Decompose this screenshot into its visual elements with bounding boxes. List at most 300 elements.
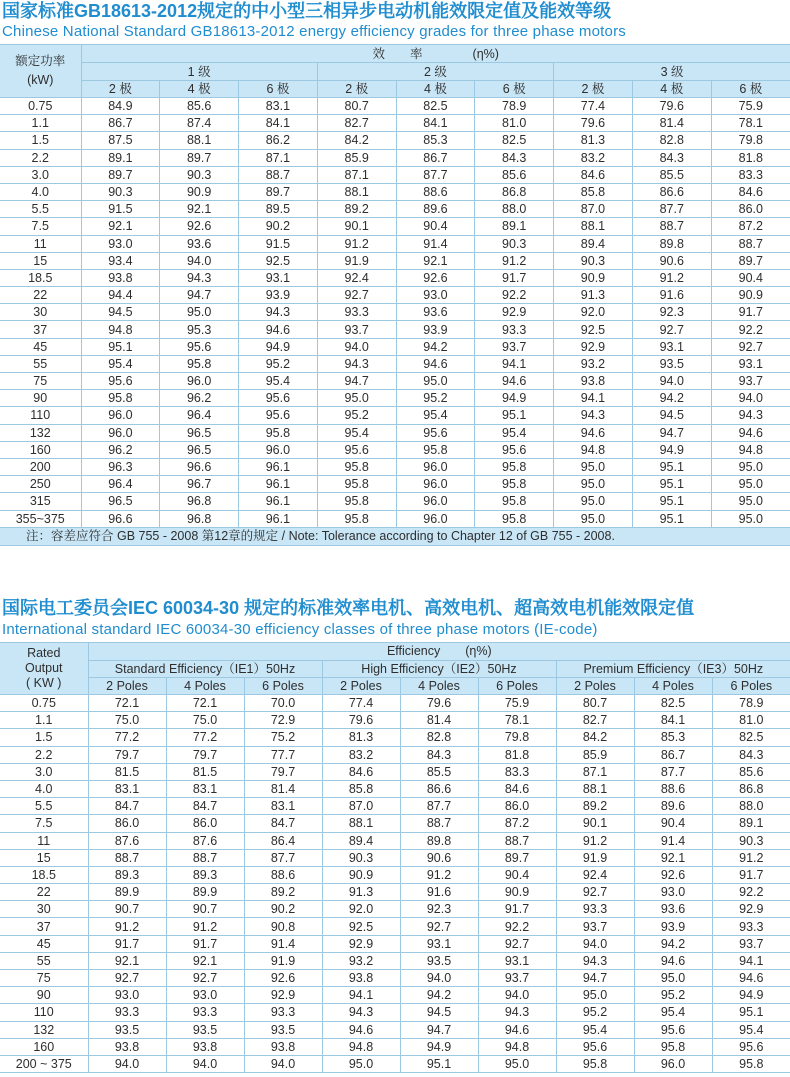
efficiency-value-cell: 96.6 (81, 510, 160, 527)
efficiency-value-cell: 90.3 (554, 252, 633, 269)
efficiency-value-cell: 92.1 (160, 201, 239, 218)
rated-power-header (0, 45, 81, 98)
pole-header: 4 极 (396, 81, 475, 98)
efficiency-value-cell: 93.9 (239, 287, 318, 304)
efficiency-value-cell: 93.4 (81, 252, 160, 269)
efficiency-value-cell: 89.9 (88, 884, 166, 901)
table-row (0, 1038, 790, 1055)
efficiency-value-cell: 86.4 (244, 832, 322, 849)
rated-power-cell: 110 (0, 407, 81, 424)
efficiency-value-cell: 96.2 (160, 390, 239, 407)
efficiency-value-cell: 87.7 (400, 798, 478, 815)
pole-header: 4 极 (160, 81, 239, 98)
rated-power-cell: 5.5 (0, 798, 88, 815)
efficiency-value-cell: 93.3 (244, 1004, 322, 1021)
efficiency-value-cell: 82.5 (712, 729, 790, 746)
efficiency-value-cell: 87.1 (317, 166, 396, 183)
efficiency-value-cell: 92.2 (712, 884, 790, 901)
efficiency-value-cell: 90.1 (317, 218, 396, 235)
table-row (0, 866, 790, 883)
efficiency-value-cell: 91.9 (244, 952, 322, 969)
rated-power-cell: 55 (0, 952, 88, 969)
efficiency-value-cell: 93.3 (712, 918, 790, 935)
efficiency-value-cell: 84.3 (712, 746, 790, 763)
efficiency-value-cell: 84.6 (322, 763, 400, 780)
efficiency-value-cell: 88.7 (166, 849, 244, 866)
efficiency-value-cell: 82.8 (400, 729, 478, 746)
efficiency-value-cell: 94.3 (317, 355, 396, 372)
efficiency-value-cell: 90.3 (160, 166, 239, 183)
efficiency-value-cell: 88.0 (475, 201, 554, 218)
efficiency-value-cell: 83.1 (88, 780, 166, 797)
efficiency-value-cell: 93.5 (88, 1021, 166, 1038)
efficiency-value-cell: 84.7 (244, 815, 322, 832)
efficiency-value-cell: 92.1 (396, 252, 475, 269)
efficiency-value-cell: 95.4 (634, 1004, 712, 1021)
rated-power-cell: 132 (0, 1021, 88, 1038)
efficiency-value-cell: 82.5 (396, 98, 475, 115)
efficiency-value-cell: 93.7 (317, 321, 396, 338)
efficiency-value-cell: 95.0 (711, 458, 790, 475)
efficiency-value-cell: 93.9 (396, 321, 475, 338)
efficiency-value-cell: 93.7 (478, 970, 556, 987)
efficiency-value-cell: 95.6 (634, 1021, 712, 1038)
efficiency-value-cell: 90.9 (322, 866, 400, 883)
efficiency-value-cell: 88.7 (400, 815, 478, 832)
efficiency-value-cell: 81.3 (322, 729, 400, 746)
efficiency-value-cell: 94.6 (239, 321, 318, 338)
rated-power-cell: 1.5 (0, 132, 81, 149)
table-row (0, 373, 790, 390)
efficiency-value-cell: 95.1 (632, 458, 711, 475)
efficiency-value-cell: 95.4 (81, 355, 160, 372)
efficiency-header: Efficiency (η%) (88, 643, 790, 661)
efficiency-value-cell: 92.3 (400, 901, 478, 918)
efficiency-value-cell: 94.2 (396, 338, 475, 355)
efficiency-value-cell: 92.9 (322, 935, 400, 952)
efficiency-value-cell: 95.8 (475, 458, 554, 475)
table-row (0, 832, 790, 849)
table-row (0, 987, 790, 1004)
efficiency-value-cell: 79.8 (711, 132, 790, 149)
efficiency-value-cell: 91.3 (322, 884, 400, 901)
efficiency-value-cell: 91.2 (556, 832, 634, 849)
efficiency-value-cell: 94.0 (317, 338, 396, 355)
efficiency-value-cell: 86.6 (400, 780, 478, 797)
rated-power-cell: 15 (0, 849, 88, 866)
efficiency-value-cell: 89.7 (239, 183, 318, 200)
efficiency-value-cell: 84.6 (711, 183, 790, 200)
efficiency-value-cell: 77.7 (244, 746, 322, 763)
rated-power-cell: 11 (0, 235, 81, 252)
efficiency-value-cell: 95.6 (239, 390, 318, 407)
efficiency-value-cell: 95.6 (712, 1038, 790, 1055)
table-row (0, 166, 790, 183)
efficiency-value-cell: 90.4 (478, 866, 556, 883)
efficiency-value-cell: 96.2 (81, 441, 160, 458)
efficiency-value-cell: 95.0 (322, 1055, 400, 1072)
efficiency-value-cell: 81.8 (478, 746, 556, 763)
efficiency-value-cell: 95.8 (634, 1038, 712, 1055)
efficiency-value-cell: 91.4 (244, 935, 322, 952)
ie2-class-header: High Efficiency（IE2）50Hz (322, 660, 556, 678)
table-row (0, 510, 790, 527)
efficiency-value-cell: 93.2 (554, 355, 633, 372)
table-row (0, 952, 790, 969)
efficiency-value-cell: 92.7 (166, 970, 244, 987)
efficiency-value-cell: 96.0 (396, 458, 475, 475)
efficiency-value-cell: 88.7 (711, 235, 790, 252)
efficiency-value-cell: 85.6 (475, 166, 554, 183)
efficiency-value-cell: 93.6 (396, 304, 475, 321)
efficiency-value-cell: 75.2 (244, 729, 322, 746)
efficiency-value-cell: 88.1 (556, 780, 634, 797)
efficiency-value-cell: 84.1 (239, 115, 318, 132)
efficiency-value-cell: 91.9 (556, 849, 634, 866)
rated-output-label-line: Output (24, 661, 63, 675)
tolerance-note: 注：容差应符合 GB 755 - 2008 第12章的规定 / Note: Tolerance according to Chapter 12 of GB 755 - 2008. (0, 527, 790, 545)
efficiency-value-cell: 94.6 (712, 970, 790, 987)
efficiency-value-cell: 96.5 (160, 424, 239, 441)
table-row (0, 729, 790, 746)
efficiency-value-cell: 95.1 (712, 1004, 790, 1021)
iec-efficiency-table (0, 642, 790, 1073)
efficiency-value-cell: 85.8 (554, 183, 633, 200)
table-row (0, 441, 790, 458)
efficiency-value-cell: 89.1 (712, 815, 790, 832)
pole-header: 4 Poles (166, 678, 244, 695)
efficiency-value-cell: 95.1 (400, 1055, 478, 1072)
efficiency-value-cell: 85.6 (712, 763, 790, 780)
efficiency-value-cell: 87.5 (81, 132, 160, 149)
efficiency-value-cell: 85.3 (634, 729, 712, 746)
rated-power-cell: 4.0 (0, 780, 88, 797)
efficiency-value-cell: 94.9 (239, 338, 318, 355)
efficiency-value-cell: 86.0 (166, 815, 244, 832)
efficiency-value-cell: 89.9 (166, 884, 244, 901)
efficiency-value-cell: 90.6 (400, 849, 478, 866)
efficiency-value-cell: 90.6 (632, 252, 711, 269)
efficiency-value-cell: 77.2 (88, 729, 166, 746)
efficiency-value-cell: 95.0 (554, 510, 633, 527)
efficiency-value-cell: 95.8 (556, 1055, 634, 1072)
efficiency-value-cell: 94.7 (632, 424, 711, 441)
efficiency-value-cell: 87.6 (166, 832, 244, 849)
rated-power-cell: 18.5 (0, 866, 88, 883)
efficiency-value-cell: 83.2 (554, 149, 633, 166)
efficiency-value-cell: 84.1 (634, 712, 712, 729)
efficiency-value-cell: 88.1 (322, 815, 400, 832)
efficiency-value-cell: 91.7 (166, 935, 244, 952)
efficiency-value-cell: 93.7 (712, 935, 790, 952)
efficiency-value-cell: 90.9 (554, 269, 633, 286)
efficiency-value-cell: 95.8 (475, 476, 554, 493)
efficiency-value-cell: 95.2 (396, 390, 475, 407)
gb-table-header (0, 45, 790, 98)
rated-power-cell: 5.5 (0, 201, 81, 218)
efficiency-value-cell: 96.1 (239, 458, 318, 475)
efficiency-value-cell: 78.9 (475, 98, 554, 115)
table-row (0, 493, 790, 510)
rated-power-cell: 250 (0, 476, 81, 493)
efficiency-value-cell: 95.6 (396, 424, 475, 441)
efficiency-value-cell: 94.3 (239, 304, 318, 321)
efficiency-value-cell: 86.0 (478, 798, 556, 815)
efficiency-value-cell: 94.7 (317, 373, 396, 390)
efficiency-value-cell: 93.7 (711, 373, 790, 390)
efficiency-value-cell: 77.2 (166, 729, 244, 746)
table-row (0, 1021, 790, 1038)
efficiency-value-cell: 91.2 (475, 252, 554, 269)
efficiency-value-cell: 90.7 (166, 901, 244, 918)
efficiency-value-cell: 95.2 (239, 355, 318, 372)
efficiency-value-cell: 90.1 (556, 815, 634, 832)
efficiency-value-cell: 94.6 (396, 355, 475, 372)
efficiency-value-cell: 94.0 (244, 1055, 322, 1072)
efficiency-value-cell: 84.1 (396, 115, 475, 132)
efficiency-value-cell: 93.8 (166, 1038, 244, 1055)
rated-power-cell: 110 (0, 1004, 88, 1021)
efficiency-value-cell: 92.7 (400, 918, 478, 935)
efficiency-value-cell: 93.1 (711, 355, 790, 372)
efficiency-value-cell: 93.8 (322, 970, 400, 987)
efficiency-value-cell: 84.7 (88, 798, 166, 815)
efficiency-value-cell: 96.1 (239, 493, 318, 510)
table-row (0, 458, 790, 475)
iec-title-en: International standard IEC 60034-30 efficiency classes of three phase motors (IE-code) (2, 621, 598, 638)
efficiency-value-cell: 92.5 (239, 252, 318, 269)
efficiency-value-cell: 85.5 (632, 166, 711, 183)
efficiency-value-cell: 96.4 (160, 407, 239, 424)
efficiency-value-cell: 95.0 (317, 390, 396, 407)
efficiency-value-cell: 94.7 (400, 1021, 478, 1038)
efficiency-value-cell: 96.5 (160, 441, 239, 458)
pole-header: 6 极 (239, 81, 318, 98)
efficiency-value-cell: 87.2 (478, 815, 556, 832)
rated-power-unit: (kW) (27, 73, 54, 87)
efficiency-value-cell: 87.2 (711, 218, 790, 235)
efficiency-value-cell: 91.4 (634, 832, 712, 849)
efficiency-value-cell: 95.1 (81, 338, 160, 355)
efficiency-value-cell: 93.0 (634, 884, 712, 901)
efficiency-value-cell: 89.6 (634, 798, 712, 815)
pole-header: 2 极 (554, 81, 633, 98)
efficiency-value-cell: 94.3 (322, 1004, 400, 1021)
efficiency-value-cell: 95.1 (632, 510, 711, 527)
efficiency-value-cell: 95.1 (632, 476, 711, 493)
table-row (0, 149, 790, 166)
efficiency-value-cell: 84.3 (475, 149, 554, 166)
gb-table-body (0, 98, 790, 528)
efficiency-value-cell: 89.2 (317, 201, 396, 218)
efficiency-value-cell: 96.8 (160, 510, 239, 527)
efficiency-value-cell: 93.3 (475, 321, 554, 338)
efficiency-value-cell: 93.1 (400, 935, 478, 952)
table-row (0, 695, 790, 712)
table-row (0, 424, 790, 441)
efficiency-value-cell: 85.3 (396, 132, 475, 149)
efficiency-value-cell: 75.0 (166, 712, 244, 729)
efficiency-value-cell: 89.3 (88, 866, 166, 883)
iec-title-cn: 国际电工委员会IEC 60034-30 规定的标准效率电机、高效电机、超高效电机能效限定值 (2, 598, 695, 618)
efficiency-value-cell: 96.0 (239, 441, 318, 458)
efficiency-value-cell: 91.5 (81, 201, 160, 218)
efficiency-value-cell: 91.4 (396, 235, 475, 252)
efficiency-value-cell: 95.1 (475, 407, 554, 424)
efficiency-value-cell: 91.7 (475, 269, 554, 286)
rated-power-cell: 15 (0, 252, 81, 269)
efficiency-value-cell: 90.3 (322, 849, 400, 866)
efficiency-value-cell: 89.7 (478, 849, 556, 866)
rated-power-cell: 75 (0, 970, 88, 987)
efficiency-value-cell: 94.0 (160, 252, 239, 269)
efficiency-value-cell: 96.0 (634, 1055, 712, 1072)
efficiency-value-cell: 79.6 (322, 712, 400, 729)
efficiency-value-cell: 94.9 (475, 390, 554, 407)
efficiency-value-cell: 84.3 (632, 149, 711, 166)
table-row (0, 849, 790, 866)
efficiency-value-cell: 86.8 (712, 780, 790, 797)
efficiency-value-cell: 86.7 (396, 149, 475, 166)
efficiency-value-cell: 94.0 (556, 935, 634, 952)
efficiency-value-cell: 96.4 (81, 476, 160, 493)
efficiency-value-cell: 82.5 (475, 132, 554, 149)
efficiency-value-cell: 92.7 (711, 338, 790, 355)
efficiency-value-cell: 94.4 (81, 287, 160, 304)
efficiency-value-cell: 96.0 (81, 407, 160, 424)
table-row (0, 1004, 790, 1021)
efficiency-value-cell: 89.3 (166, 866, 244, 883)
table-row (0, 970, 790, 987)
efficiency-value-cell: 89.7 (81, 166, 160, 183)
efficiency-value-cell: 96.0 (396, 476, 475, 493)
efficiency-value-cell: 75.0 (88, 712, 166, 729)
efficiency-value-cell: 83.3 (478, 763, 556, 780)
table-row (0, 269, 790, 286)
efficiency-value-cell: 90.3 (475, 235, 554, 252)
efficiency-value-cell: 77.4 (322, 695, 400, 712)
pole-header: 2 Poles (322, 678, 400, 695)
rated-power-cell: 0.75 (0, 98, 81, 115)
efficiency-value-cell: 94.8 (81, 321, 160, 338)
efficiency-value-cell: 88.0 (712, 798, 790, 815)
pole-header: 6 Poles (712, 678, 790, 695)
rated-power-cell: 30 (0, 304, 81, 321)
rated-power-cell: 18.5 (0, 269, 81, 286)
efficiency-value-cell: 92.6 (634, 866, 712, 883)
efficiency-value-cell: 95.4 (556, 1021, 634, 1038)
efficiency-value-cell: 93.5 (400, 952, 478, 969)
efficiency-value-cell: 79.8 (478, 729, 556, 746)
efficiency-value-cell: 72.1 (166, 695, 244, 712)
pole-header: 2 Poles (556, 678, 634, 695)
efficiency-value-cell: 78.9 (712, 695, 790, 712)
efficiency-value-cell: 96.0 (160, 373, 239, 390)
efficiency-value-cell: 94.0 (632, 373, 711, 390)
efficiency-value-cell: 81.0 (475, 115, 554, 132)
efficiency-value-cell: 81.0 (712, 712, 790, 729)
efficiency-value-cell: 95.4 (317, 424, 396, 441)
efficiency-value-cell: 81.5 (166, 763, 244, 780)
efficiency-value-cell: 79.7 (88, 746, 166, 763)
efficiency-value-cell: 95.2 (317, 407, 396, 424)
efficiency-value-cell: 93.9 (634, 918, 712, 935)
efficiency-value-cell: 72.9 (244, 712, 322, 729)
efficiency-value-cell: 85.9 (556, 746, 634, 763)
rated-power-cell: 355~375 (0, 510, 81, 527)
table-row (0, 407, 790, 424)
rated-power-cell: 4.0 (0, 183, 81, 200)
efficiency-value-cell: 95.0 (396, 373, 475, 390)
efficiency-value-cell: 94.9 (632, 441, 711, 458)
table-row (0, 355, 790, 372)
efficiency-value-cell: 90.2 (244, 901, 322, 918)
efficiency-value-cell: 89.7 (711, 252, 790, 269)
efficiency-value-cell: 93.8 (81, 269, 160, 286)
efficiency-value-cell: 95.8 (475, 493, 554, 510)
efficiency-value-cell: 91.2 (712, 849, 790, 866)
efficiency-value-cell: 93.3 (166, 1004, 244, 1021)
efficiency-value-cell: 89.6 (396, 201, 475, 218)
efficiency-value-cell: 95.0 (554, 493, 633, 510)
efficiency-value-cell: 96.7 (160, 476, 239, 493)
efficiency-value-cell: 96.0 (396, 493, 475, 510)
efficiency-value-cell: 90.3 (712, 832, 790, 849)
efficiency-value-cell: 94.8 (554, 441, 633, 458)
table-row (0, 798, 790, 815)
efficiency-value-cell: 95.8 (239, 424, 318, 441)
rated-power-cell: 200 (0, 458, 81, 475)
efficiency-value-cell: 93.0 (166, 987, 244, 1004)
efficiency-value-cell: 89.4 (322, 832, 400, 849)
grade-2-header: 2 级 (317, 63, 553, 81)
efficiency-value-cell: 93.5 (244, 1021, 322, 1038)
efficiency-value-cell: 91.2 (400, 866, 478, 883)
efficiency-value-cell: 70.0 (244, 695, 322, 712)
iec-table-header (0, 643, 790, 695)
table-row (0, 815, 790, 832)
efficiency-value-cell: 93.1 (632, 338, 711, 355)
efficiency-value-cell: 85.9 (317, 149, 396, 166)
table-row (0, 884, 790, 901)
efficiency-value-cell: 95.6 (475, 441, 554, 458)
efficiency-value-cell: 95.4 (712, 1021, 790, 1038)
table-row (0, 183, 790, 200)
efficiency-value-cell: 96.5 (81, 493, 160, 510)
pole-header: 2 极 (317, 81, 396, 98)
efficiency-value-cell: 94.0 (711, 390, 790, 407)
efficiency-value-cell: 94.5 (81, 304, 160, 321)
table-row (0, 476, 790, 493)
efficiency-value-cell: 92.6 (396, 269, 475, 286)
efficiency-value-cell: 95.8 (81, 390, 160, 407)
efficiency-value-cell: 92.7 (317, 287, 396, 304)
efficiency-value-cell: 96.1 (239, 476, 318, 493)
efficiency-value-cell: 95.6 (239, 407, 318, 424)
efficiency-value-cell: 87.0 (554, 201, 633, 218)
rated-power-cell: 160 (0, 1038, 88, 1055)
efficiency-value-cell: 94.0 (166, 1055, 244, 1072)
efficiency-value-cell: 81.8 (711, 149, 790, 166)
efficiency-header: 效 率 (η%) (81, 45, 790, 63)
efficiency-value-cell: 95.8 (317, 458, 396, 475)
efficiency-value-cell: 90.9 (160, 183, 239, 200)
efficiency-value-cell: 83.1 (166, 780, 244, 797)
gb-table-footer (0, 527, 790, 545)
efficiency-value-cell: 83.2 (322, 746, 400, 763)
efficiency-value-cell: 94.1 (554, 390, 633, 407)
table-row (0, 218, 790, 235)
